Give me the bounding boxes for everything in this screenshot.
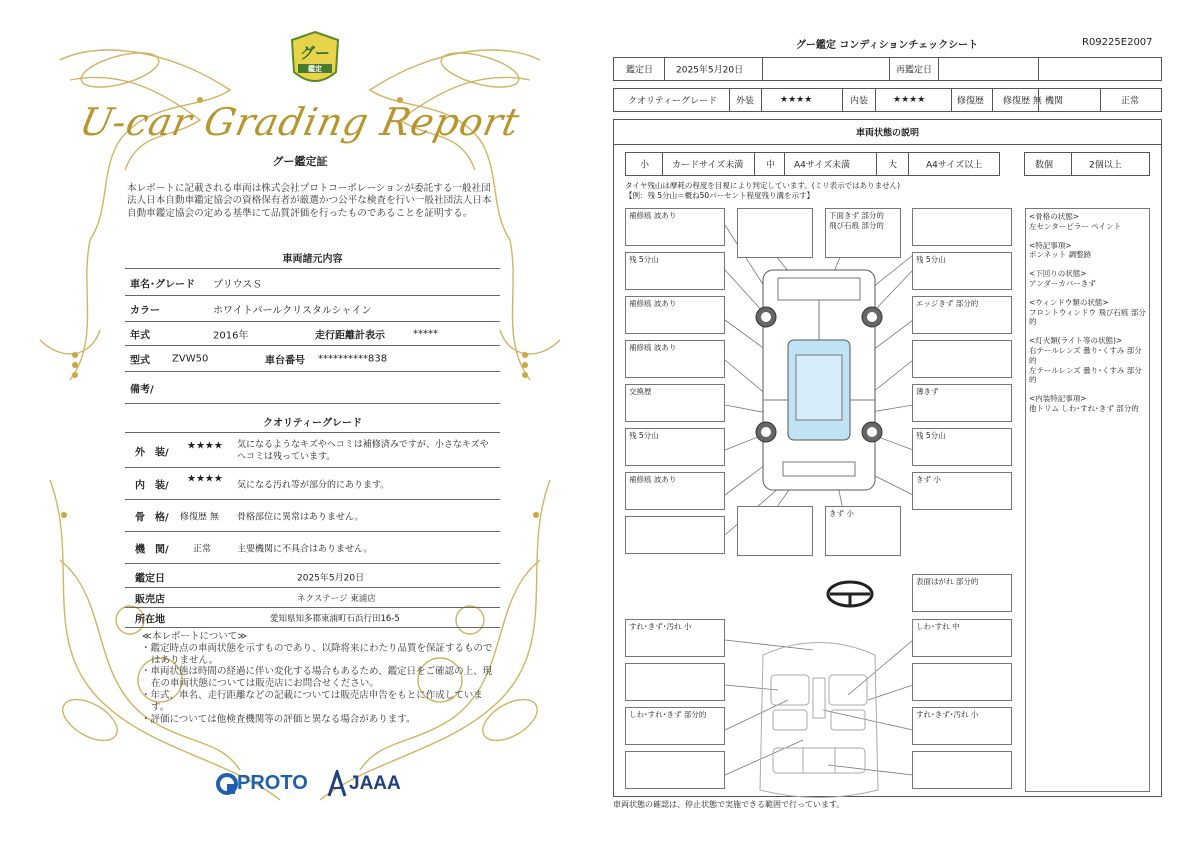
damage-box-left-7: 補修痕 波あり [625,472,725,510]
note-title: <ウィンドウ類の状態> [1029,297,1109,307]
note-line: フロントウィンドウ 飛び石痕 部分的 [1029,307,1146,327]
spec-heading: 車両諸元内容 [282,254,343,265]
damage-box-left-4: 補修痕 波あり [625,340,725,378]
steering-damage-box: 表面はがれ 部分的 [912,574,1012,612]
damage-box-top-1 [737,208,813,258]
sheet-quality-label: クオリティーグレード [628,96,718,107]
sheet-interior-label: 内装 [850,96,869,107]
size-mid-desc: A4サイズ未満 [794,160,851,171]
sheet-date-label: 鑑定日 [626,65,654,76]
spec-row-remarks [125,372,500,404]
chassis-label: 車台番号 [265,355,305,366]
count-legend [1024,152,1150,176]
car-top-view [763,270,875,490]
mileage-label: 走行距離計表示 [315,330,385,341]
engine-desc: 主要機関に不具合はありません。 [237,544,373,554]
note-line: アンダーカバーきず [1029,278,1096,288]
note-title: <灯火類(ライト等の状態)> [1029,336,1123,346]
size-small: 小 [640,160,650,171]
interior-desc: 気になる汚れ等が部分的にあります。 [237,480,390,490]
notice-item: ・評価については他検査機関等の評価と異なる場合があります。 [141,713,416,725]
sheet-repair-value: 修復歴 無 [1003,96,1042,107]
quality-row [613,88,1162,112]
reinspect-label: 再鑑定日 [896,65,933,76]
info-row-address [125,608,500,628]
date-value: 2025年5月20日 [297,573,365,583]
note-windows [1029,298,1146,327]
damage-box-left-1: 補修痕 波あり [625,208,725,246]
address-value: 愛知県知多郡東浦町石浜行田16-5 [270,613,400,624]
frame-label: 骨 格/ [135,512,169,523]
note-line: ボンネット 調整跡 [1029,250,1092,260]
spec-row-color [125,296,500,322]
notice-item: ・年式、車名、走行距離などの記載については販売店申告をもとに作成しています。 [141,689,483,713]
damage-box-left-6: 残 5分山 [625,428,725,466]
model-value: ZVW50 [172,353,209,364]
chassis-value: **********838 [318,353,388,364]
model-label: 型式 [130,355,150,366]
notes-panel [1025,208,1150,792]
sheet-repair-label: 修復歴 [957,96,985,107]
size-small-desc: カードサイズ未満 [672,160,744,171]
sheet-footer: 車両状態の確認は、停止状態で実施できる範囲で行っています。 [613,800,845,809]
jaaa-logo-text: JAAA [349,773,401,794]
note-line: 左テールレンズ 曇り･くすみ 部分的 [1029,365,1142,385]
certificate-title: グー鑑定証 [272,155,328,168]
remarks-label: 備考/ [130,384,154,395]
sheet-date-value: 2025年5月20日 [676,65,744,76]
damage-box-right-4: 薄きず [912,384,1012,422]
damage-box-left-3: 補修痕 波あり [625,296,725,334]
color-value: ホワイトパールクリスタルシャイン [213,305,372,316]
sheet-exterior-stars: ★★★★ [780,95,813,105]
damage-box-left-5: 交換歴 [625,384,725,422]
damage-box-right-6: きず 小 [912,472,1012,510]
damage-box-top-2: 下面きず 部分的 飛び石痕 部分的 [825,208,901,258]
date-label: 鑑定日 [135,573,165,584]
dealer-label: 販売店 [135,594,165,605]
engine-label: 機 関/ [135,544,169,555]
quality-row-interior [125,468,500,500]
quality-row-engine [125,532,500,564]
sheet-title: グー鑑定 コンディションチェックシート [795,40,979,51]
steering-wheel-icon [828,582,872,606]
note-title: <下回りの状態> [1029,269,1087,279]
interior-box-right-1: しわ･すれ 中 [912,619,1012,657]
note-line: 他トリム しわ･すれ･きず 部分的 [1029,403,1139,413]
spec-row-model [125,346,500,372]
damage-box-top-3 [912,208,1012,246]
note-title: <骨格の状態> [1029,212,1080,221]
damage-box-bottom-2: きず 小 [825,506,901,556]
notice-section [138,631,498,725]
name-label: 車名･グレード [130,279,195,290]
interior-box-left-3: しわ･すれ･きず 部分的 [625,707,725,745]
note-title: <内装特記事項> [1029,394,1087,404]
interior-box-left-1: すれ･きず･汚れ 小 [625,619,725,657]
name-value: プリウスＳ [213,279,263,290]
info-row-dealer [125,588,500,608]
damage-box-bottom-1 [737,506,813,556]
sheet-exterior-label: 外装 [736,96,755,107]
condition-heading: 車両状態の説明 [855,128,919,138]
frame-desc: 骨格部位に異常はありません。 [237,512,364,522]
damage-box-right-1: 残 5分山 [912,252,1012,290]
size-mid: 中 [766,160,776,171]
sheet-engine-label: 機関 [1045,96,1064,107]
exterior-stars: ★★★★ [187,440,223,452]
damage-box-right-2: エッジきず 部分的 [912,296,1012,334]
damage-box-right-5: 残 5分山 [912,428,1012,466]
tire-note-1: タイヤ残山は摩耗の程度を目視により判定しています。(ミリ表示ではありません) [625,181,901,190]
report-title: U-car Grading Report [75,100,525,144]
quality-row-exterior [125,434,500,468]
condition-header [613,119,1162,145]
notice-item: ・鑑定時点の車両状態を示すものであり、以降将来にわたり品質を保証するものではありません。 [141,642,493,666]
year-value: 2016年 [213,330,249,341]
note-lights [1029,336,1146,385]
proto-logo-icon [215,772,239,796]
logos [215,770,415,798]
size-large-desc: A4サイズ以上 [926,160,983,171]
info-row-date [125,566,500,588]
quality-row-frame [125,500,500,532]
frame-value: 修復歴 無 [180,512,219,522]
note-frame [1029,212,1146,232]
goo-kantei-badge [288,30,342,92]
date-row [613,57,1162,81]
note-interior [1029,394,1146,414]
jaaa-logo-icon [327,770,347,798]
spec-row-name [125,270,500,296]
sheet-engine-value: 正常 [1121,96,1140,107]
interior-box-right-4 [912,751,1012,789]
interior-box-right-2 [912,663,1012,701]
interior-box-left-2 [625,663,725,701]
damage-box-left-2: 残 5分山 [625,252,725,290]
note-special [1029,241,1146,261]
engine-value: 正常 [193,544,212,554]
count-label: 数個 [1035,160,1054,171]
badge-text-bottom: 鑑定 [308,65,322,73]
proto-logo-text: PROTO [237,772,308,794]
badge-text-top: グー [299,44,330,62]
notice-item: ・車両状態は時間の経過に伴い変化する場合もあるため、鑑定日をご確認の上、現在の車両状態については販売店にお問合せください。 [141,666,493,690]
count-desc: 2個以上 [1089,160,1122,171]
divider [125,432,500,433]
size-large: 大 [888,160,898,171]
interior-stars: ★★★★ [187,473,223,485]
exterior-label: 外 装/ [135,447,169,458]
size-legend [625,152,1000,176]
note-line: 左センターピラー ペイント [1029,221,1122,231]
quality-heading: クオリティーグレード [263,418,362,429]
note-title: <特記事項> [1029,240,1072,250]
sheet-code: R09225E2007 [1082,37,1153,48]
interior-box-left-4 [625,751,725,789]
divider [125,268,500,269]
notice-title: ≪本レポートについて≫ [142,631,248,642]
interior-box-right-3: すれ･きず･汚れ 小 [912,707,1012,745]
damage-box-right-3 [912,340,1012,378]
color-label: カラー [130,305,160,316]
mileage-value: ***** [413,328,438,339]
exterior-desc: 気になるようなキズやヘコミは補修済みですが、小さなキズやヘコミは残っています。 [237,439,489,462]
sheet-interior-stars: ★★★★ [893,95,926,105]
certificate-text: 本レポートに記載される車両は株式会社プロトコーポレーションが委託する一般社団法人日本自動車鑑定協会の資格保有者が厳選かつ公平な検査を行い一般社団法人日本自動車鑑定協会の定める基準にて品質評価を行ったものであることを証明する。 [127,183,492,219]
interior-label: 内 装/ [135,480,169,491]
note-line: 右テールレンズ 曇り･くすみ 部分的 [1029,345,1142,365]
spec-row-year [125,322,500,346]
damage-box-left-8 [625,516,725,554]
note-underbody [1029,269,1146,289]
dealer-value: ネクステージ 東浦店 [297,593,376,604]
car-interior-view [760,643,878,798]
year-label: 年式 [130,330,150,341]
tire-note-2: 【例：残 5分山＝概ね50パーセント程度残り溝を示す】 [625,191,815,200]
address-label: 所在地 [135,614,165,625]
